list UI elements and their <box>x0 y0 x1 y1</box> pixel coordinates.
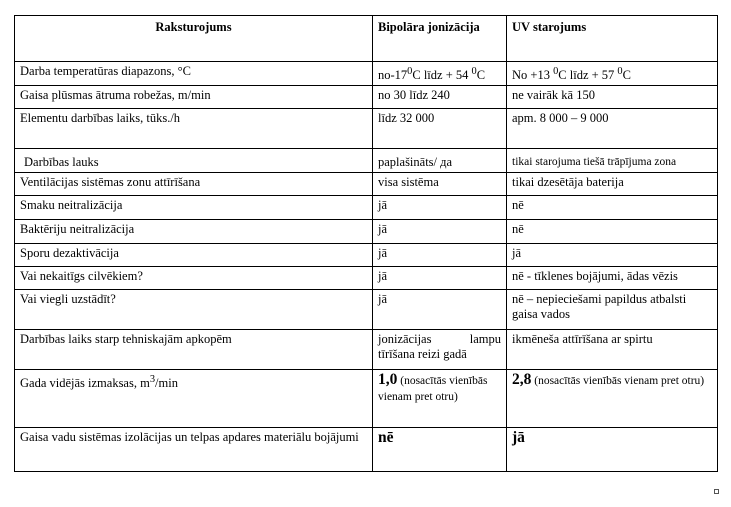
table-row <box>15 86 718 109</box>
cell-text: Gada vidējās izmaksas, m <box>20 376 150 391</box>
table-row <box>15 173 718 196</box>
row-label: Smaku neitralizācija <box>15 196 373 220</box>
bipolar-cell: jā <box>373 196 507 220</box>
table-row <box>15 62 718 86</box>
uv-cell: jā <box>507 244 718 267</box>
uv-cell: tikai dzesētāja baterija <box>507 173 718 196</box>
table-row <box>15 196 718 220</box>
table-row <box>15 244 718 267</box>
cell-value-bold: nē <box>378 429 394 447</box>
row-label: Darba temperatūras diapazons, °C <box>15 62 373 86</box>
uv-cell: nē – nepieciešami papildus atbalsti gaisa vados <box>507 290 718 330</box>
cell-text: no-17 <box>378 68 408 83</box>
bipolar-cell: no 30 līdz 240 <box>373 86 507 109</box>
bipolar-cell: jā <box>373 220 507 244</box>
row-label: Gaisa plūsmas ātruma robežas, m/min <box>15 86 373 109</box>
row-label <box>15 370 373 428</box>
row-label: Gaisa vadu sistēmas izolācijas un telpas apdares materiālu bojājumi <box>15 428 373 472</box>
cell-sup: 3 <box>149 374 156 386</box>
cell-value-bold: 1,0 <box>378 371 398 389</box>
bipolar-cell <box>373 62 507 86</box>
table-row <box>15 267 718 290</box>
bipolar-cell: paplašināts/ да <box>373 149 507 173</box>
cell-value-bold: 2,8 <box>512 371 532 389</box>
row-label: Vai viegli uzstādīt? <box>15 290 373 330</box>
cell-text: C <box>622 68 631 83</box>
cell-text: tīrīšana reizi gadā <box>378 347 467 362</box>
cell-text: jonizācijas <box>378 332 432 347</box>
uv-cell: tikai starojuma tiešā trāpījuma zona <box>507 149 718 173</box>
header-bipolar: Bipolāra jonizācija <box>373 16 507 62</box>
table-row <box>15 370 718 428</box>
bipolar-cell <box>373 370 507 428</box>
cell-note: (nosacītās vienībās vienam pret otru) <box>378 375 488 404</box>
uv-cell <box>507 370 718 428</box>
cell-text: /min <box>155 376 178 391</box>
row-label: Darbības lauks <box>15 149 373 173</box>
row-label: Darbības laiks starp tehniskajām apkopēm <box>15 330 373 370</box>
uv-cell: nē <box>507 220 718 244</box>
cell-value-bold: jā <box>512 429 525 447</box>
bipolar-cell: jā <box>373 290 507 330</box>
bipolar-cell: visa sistēma <box>373 173 507 196</box>
uv-cell: apm. 8 000 – 9 000 <box>507 109 718 149</box>
table-row <box>15 149 718 173</box>
bipolar-cell <box>373 330 507 370</box>
cell-text: C līdz + 54 <box>412 68 472 83</box>
uv-cell: ikmēneša attīrīšana ar spirtu <box>507 330 718 370</box>
table-row <box>15 290 718 330</box>
cell-text: C līdz + 57 <box>558 68 618 83</box>
cell-text: C <box>476 68 486 83</box>
table-row <box>15 109 718 149</box>
cell-sup: 0 <box>617 66 623 77</box>
cell-note: (nosacītās vienībās vienam pret otru) <box>531 375 705 388</box>
row-label: Sporu dezaktivācija <box>15 244 373 267</box>
bipolar-cell <box>373 428 507 472</box>
cell-sup: 0 <box>471 66 477 77</box>
cell-text: No +13 <box>512 68 554 83</box>
row-label: Ventilācijas sistēmas zonu attīrīšana <box>15 173 373 196</box>
uv-cell <box>507 62 718 86</box>
uv-cell: nē <box>507 196 718 220</box>
uv-cell: nē - tīklenes bojājumi, ādas vēzis <box>507 267 718 290</box>
table-row <box>15 220 718 244</box>
header-uv: UV starojums <box>507 16 718 62</box>
table-row <box>15 428 718 472</box>
table-row <box>15 330 718 370</box>
row-label: Baktēriju neitralizācija <box>15 220 373 244</box>
bipolar-cell: līdz 32 000 <box>373 109 507 149</box>
header-row <box>15 16 718 62</box>
table-resize-handle[interactable] <box>714 489 719 494</box>
row-label: Elementu darbības laiks, tūks./h <box>15 109 373 149</box>
row-label: Vai nekaitīgs cilvēkiem? <box>15 267 373 290</box>
cell-text: lampu <box>469 332 501 347</box>
cell-sup: 0 <box>407 66 413 77</box>
uv-cell <box>507 428 718 472</box>
uv-cell: ne vairāk kā 150 <box>507 86 718 109</box>
bipolar-cell: jā <box>373 244 507 267</box>
comparison-table <box>14 15 718 472</box>
bipolar-cell: jā <box>373 267 507 290</box>
cell-sup: 0 <box>553 66 559 77</box>
header-characteristic: Raksturojums <box>15 16 373 62</box>
